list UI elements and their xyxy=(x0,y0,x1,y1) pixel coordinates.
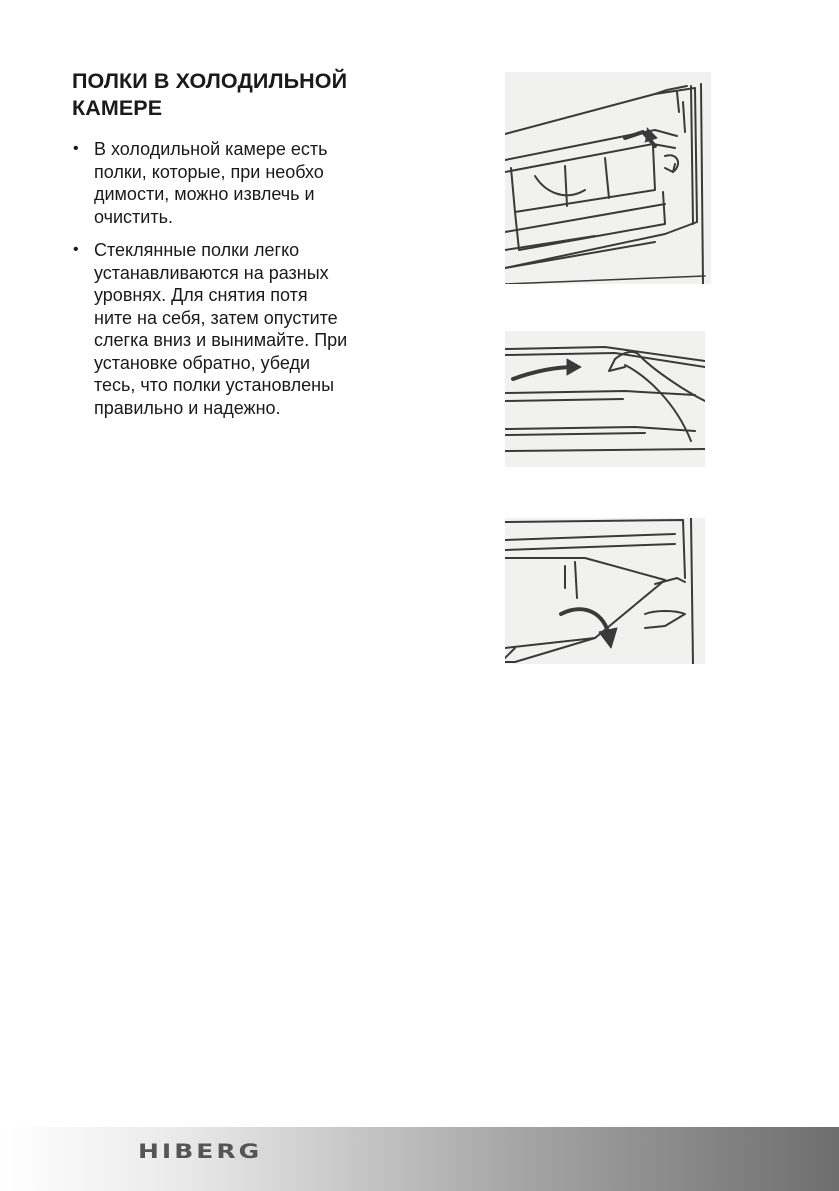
instruction-line: уровнях. Для снятия потя xyxy=(94,285,308,305)
instruction-line: правильно и надежно. xyxy=(94,397,281,418)
door-shelf-removal-illustration xyxy=(505,72,711,284)
instruction-line: Стеклянные полки легко xyxy=(94,240,300,260)
section-title-line: КАМЕРЕ xyxy=(72,96,163,120)
instruction-line: установке обратно, убеди xyxy=(94,352,311,373)
instruction-line: тесь, что полки установлены xyxy=(94,375,335,395)
footer-bar xyxy=(0,1127,839,1191)
instruction-item xyxy=(72,239,432,419)
instruction-line: устанавливаются на разных xyxy=(94,262,329,283)
glass-shelf-pull-illustration xyxy=(505,331,705,467)
instruction-line: димости, можно извлечь и xyxy=(94,184,315,204)
bullet-icon: • xyxy=(73,140,79,157)
instruction-line: очистить. xyxy=(94,206,173,227)
instruction-item xyxy=(72,138,432,228)
section-title xyxy=(72,68,432,122)
instruction-line: ните на себя, затем опустите xyxy=(94,307,338,328)
bullet-icon: • xyxy=(73,241,79,258)
instruction-list xyxy=(72,138,432,430)
instruction-line: полки, которые, при необхо xyxy=(94,161,324,182)
instruction-line: В холодильной камере есть xyxy=(94,139,328,159)
section-title-line: ПОЛКИ В ХОЛОДИЛЬНОЙ xyxy=(72,69,348,93)
shelf-tilt-down-icon xyxy=(505,518,705,664)
door-shelf-removal-icon xyxy=(505,72,711,284)
brand-logo: HIBERG xyxy=(138,1140,263,1163)
instruction-line: слегка вниз и вынимайте. При xyxy=(94,330,348,350)
shelf-tilt-down-illustration xyxy=(505,518,705,664)
glass-shelf-pull-icon xyxy=(505,331,705,467)
